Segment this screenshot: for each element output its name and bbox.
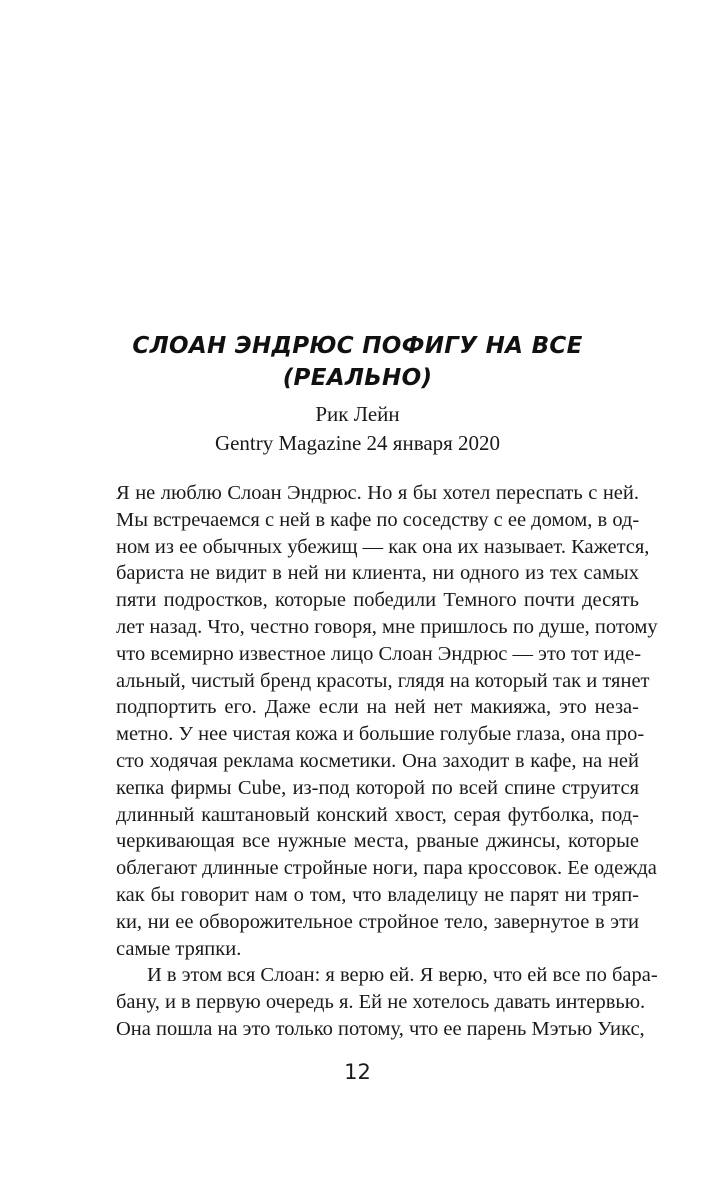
chapter-title-line-2: (РЕАЛЬНО) [282, 365, 433, 391]
text-line: как бы говорит нам о том, что владелицу не парят ни тряп- [116, 883, 639, 906]
text-line: облегают длинные стройные ноги, пара кроссовок. Ее одежда [116, 857, 657, 880]
text-line: ном из ее обычных убежищ — как она их называет. Кажется, [116, 535, 650, 558]
article-author: Рик Лейн [315, 402, 400, 426]
text-line: бариста не видит в ней ни клиента, ни одного из тех самых [116, 562, 639, 585]
chapter-heading [0, 330, 715, 394]
text-line: ки, ни ее обворожительное стройное тело, завернутое в эти [116, 910, 639, 933]
text-line: пяти подростков, которые победили Темного почти десять [116, 589, 639, 612]
page-number: 12 [344, 1060, 371, 1084]
chapter-title-line-1: СЛОАН ЭНДРЮС ПОФИГУ НА ВСЕ [132, 333, 583, 359]
text-line: сто ходячая реклама косметики. Она заходит в кафе, на ней [116, 749, 639, 772]
text-line: кепка фирмы Cube, из-под которой по всей спине струится [116, 776, 639, 799]
text-line: длинный каштановый конский хвост, серая футболка, под- [116, 803, 639, 826]
text-line: Она пошла на это только потому, что ее парень Мэтью Уикс, [116, 1017, 645, 1040]
text-line: черкивающая все нужные места, рваные джинсы, которые [116, 830, 639, 853]
text-line: И в этом вся Слоан: я верю ей. Я верю, что ей все по бара- [147, 964, 658, 987]
text-line: что всемирно известное лицо Слоан Эндрюс — это тот иде- [116, 642, 642, 665]
text-line: подпортить его. Даже если на ней нет макияжа, это неза- [116, 696, 639, 719]
body-text [116, 480, 658, 1043]
article-source-date: Gentry Magazine 24 января 2020 [214, 431, 501, 455]
text-line: самые тряпки. [116, 937, 242, 960]
text-line: бану, и в первую очередь я. Ей не хотелось давать интервью. [116, 991, 646, 1014]
text-line: метно. У нее чистая кожа и большие голубые глаза, она про- [116, 723, 645, 746]
text-line: Я не люблю Слоан Эндрюс. Но я бы хотел переспать с ней. [116, 482, 639, 504]
text-line: альный, чистый бренд красоты, глядя на который так и тянет [116, 669, 650, 692]
text-line: лет назад. Что, честно говоря, мне пришлось по душе, потому [116, 615, 658, 638]
text-line: Мы встречаемся с ней в кафе по соседству с ее домом, в од- [116, 508, 640, 531]
